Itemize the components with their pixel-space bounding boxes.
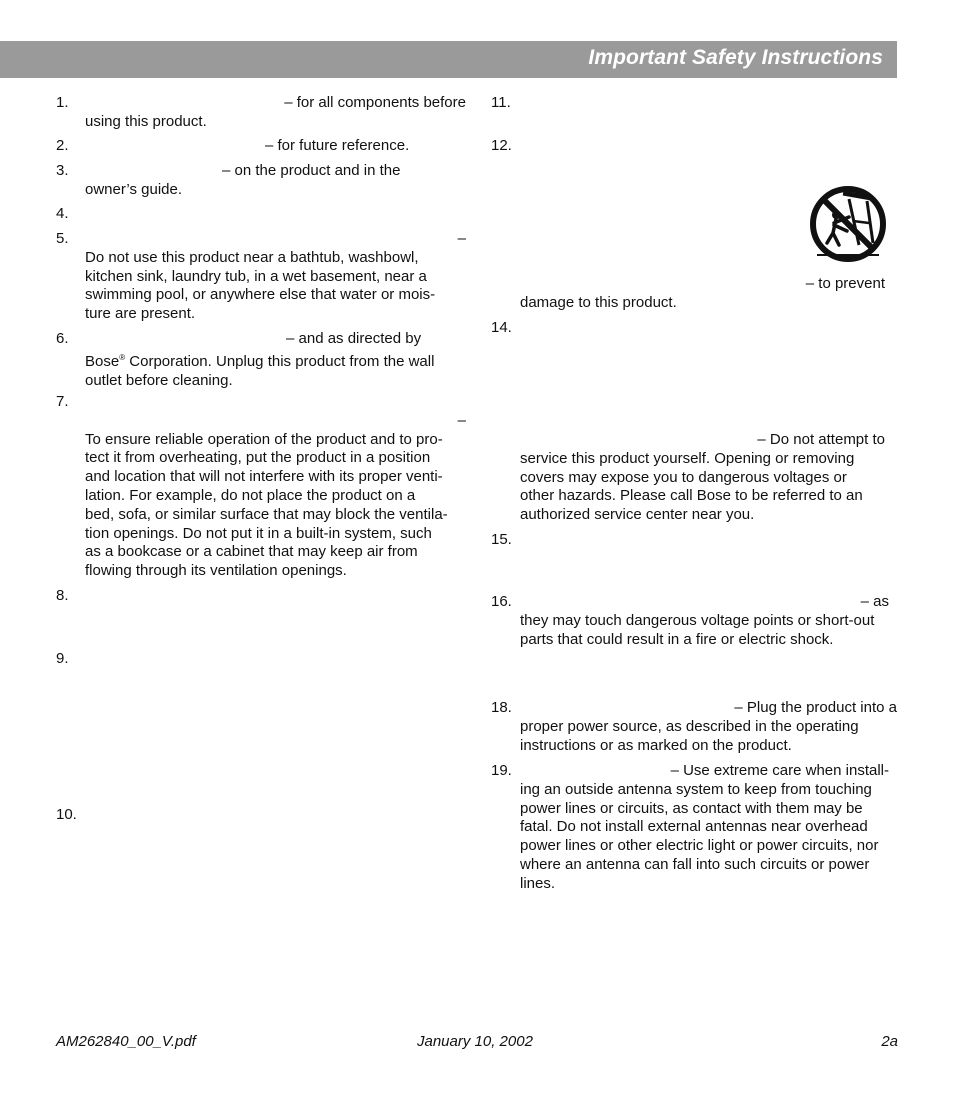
item-number: 1. bbox=[56, 94, 69, 111]
list-item bbox=[491, 593, 897, 649]
item-text: covers may expose you to dangerous voltages or bbox=[520, 468, 847, 486]
item-text: authorized service center near you. bbox=[520, 506, 755, 524]
item-text: service this product yourself. Opening or removing bbox=[520, 449, 855, 467]
item-text: Do not use this product near a bathtub, washbowl, bbox=[85, 248, 419, 266]
page-title: Important Safety Instructions bbox=[588, 46, 883, 69]
item-number: 3. bbox=[56, 162, 69, 179]
item-number: 4. bbox=[56, 205, 69, 222]
item-text: – bbox=[457, 411, 466, 429]
item-text: damage to this product. bbox=[520, 293, 677, 311]
item-text: swimming pool, or anywhere else that water or mois- bbox=[85, 286, 436, 304]
item-number: 19. bbox=[491, 762, 512, 779]
item-text: other hazards. Please call Bose to be referred to an bbox=[520, 487, 863, 505]
item-number: 8. bbox=[56, 587, 69, 604]
list-item bbox=[56, 393, 466, 581]
no-cart-tipover-warning-icon bbox=[809, 185, 887, 263]
item-text: parts that could result in a fire or electric shock. bbox=[520, 630, 834, 648]
item-text: as a bookcase or a cabinet that may keep air from bbox=[85, 543, 418, 561]
item-text: – for all components before bbox=[284, 94, 466, 111]
item-text: bed, sofa, or similar surface that may block the ventila- bbox=[85, 505, 448, 523]
list-item bbox=[56, 230, 466, 324]
item-text: lines. bbox=[520, 874, 556, 892]
item-text: fatal. Do not install external antennas near overhead bbox=[520, 818, 868, 836]
item-number: 18. bbox=[491, 699, 512, 716]
item-text: – Use extreme care when install- bbox=[670, 762, 889, 779]
item-text: owner’s guide. bbox=[85, 180, 183, 198]
item-number: 14. bbox=[491, 319, 512, 336]
item-text: ture are present. bbox=[85, 305, 196, 323]
footer-date: January 10, 2002 bbox=[417, 1033, 533, 1050]
item-number: 12. bbox=[491, 137, 512, 154]
item-text: power lines or other electric light or power circuits, nor bbox=[520, 837, 879, 855]
item-text: tect it from overheating, put the product in a position bbox=[85, 449, 431, 467]
item-number: 11. bbox=[491, 94, 511, 111]
item-text: Corporation. Unplug this product from the wall bbox=[125, 352, 435, 370]
item-text: – Plug the product into a bbox=[734, 699, 897, 716]
item-number: 10. bbox=[56, 806, 77, 823]
registered-mark: ® bbox=[119, 352, 126, 362]
header-banner bbox=[0, 41, 897, 78]
item-text: – to prevent bbox=[805, 275, 885, 292]
item-number: 2. bbox=[56, 137, 69, 154]
item-text: tion openings. Do not put it in a built-in system, such bbox=[85, 524, 432, 542]
item-text: – as bbox=[860, 593, 889, 610]
item-text: instructions or as marked on the product. bbox=[520, 736, 792, 754]
item-text: using this product. bbox=[85, 112, 207, 130]
item-text: – for future reference. bbox=[265, 137, 410, 154]
item-number: 9. bbox=[56, 650, 69, 667]
item-number: 7. bbox=[56, 393, 69, 410]
list-item bbox=[56, 330, 466, 390]
item-number: 16. bbox=[491, 593, 512, 610]
item-text: kitchen sink, laundry tub, in a wet basement, near a bbox=[85, 267, 427, 285]
item-text: – on the product and in the bbox=[222, 162, 401, 179]
item-number: 15. bbox=[491, 531, 512, 548]
item-text: outlet before cleaning. bbox=[85, 371, 233, 389]
item-text: lation. For example, do not place the product on a bbox=[85, 486, 416, 504]
list-item bbox=[491, 699, 897, 755]
item-text: flowing through its ventilation openings. bbox=[85, 562, 347, 580]
item-text: – and as directed by bbox=[286, 330, 422, 347]
list-item bbox=[491, 762, 897, 894]
item-text: and location that will not interfere with its proper venti- bbox=[85, 468, 443, 486]
item-text: they may touch dangerous voltage points or short-out bbox=[520, 611, 875, 629]
item-number: 6. bbox=[56, 330, 69, 347]
list-item bbox=[491, 319, 897, 525]
item-text: proper power source, as described in the operating bbox=[520, 717, 859, 735]
item-text: power lines or circuits, as contact with them may be bbox=[520, 799, 863, 817]
list-item bbox=[56, 94, 466, 132]
item-text: – Do not attempt to bbox=[757, 431, 885, 448]
list-item bbox=[56, 137, 466, 156]
item-number: 5. bbox=[56, 230, 69, 247]
list-item bbox=[491, 275, 897, 313]
item-text: ing an outside antenna system to keep from touching bbox=[520, 780, 872, 798]
item-text: Bose bbox=[85, 352, 120, 370]
item-text: – bbox=[457, 230, 466, 247]
footer-filename: AM262840_00_V.pdf bbox=[56, 1033, 196, 1050]
footer-page-number: 2a bbox=[881, 1033, 898, 1050]
item-text: To ensure reliable operation of the product and to pro- bbox=[85, 430, 443, 448]
list-item bbox=[56, 162, 466, 200]
item-text: where an antenna can fall into such circuits or power bbox=[520, 855, 870, 873]
